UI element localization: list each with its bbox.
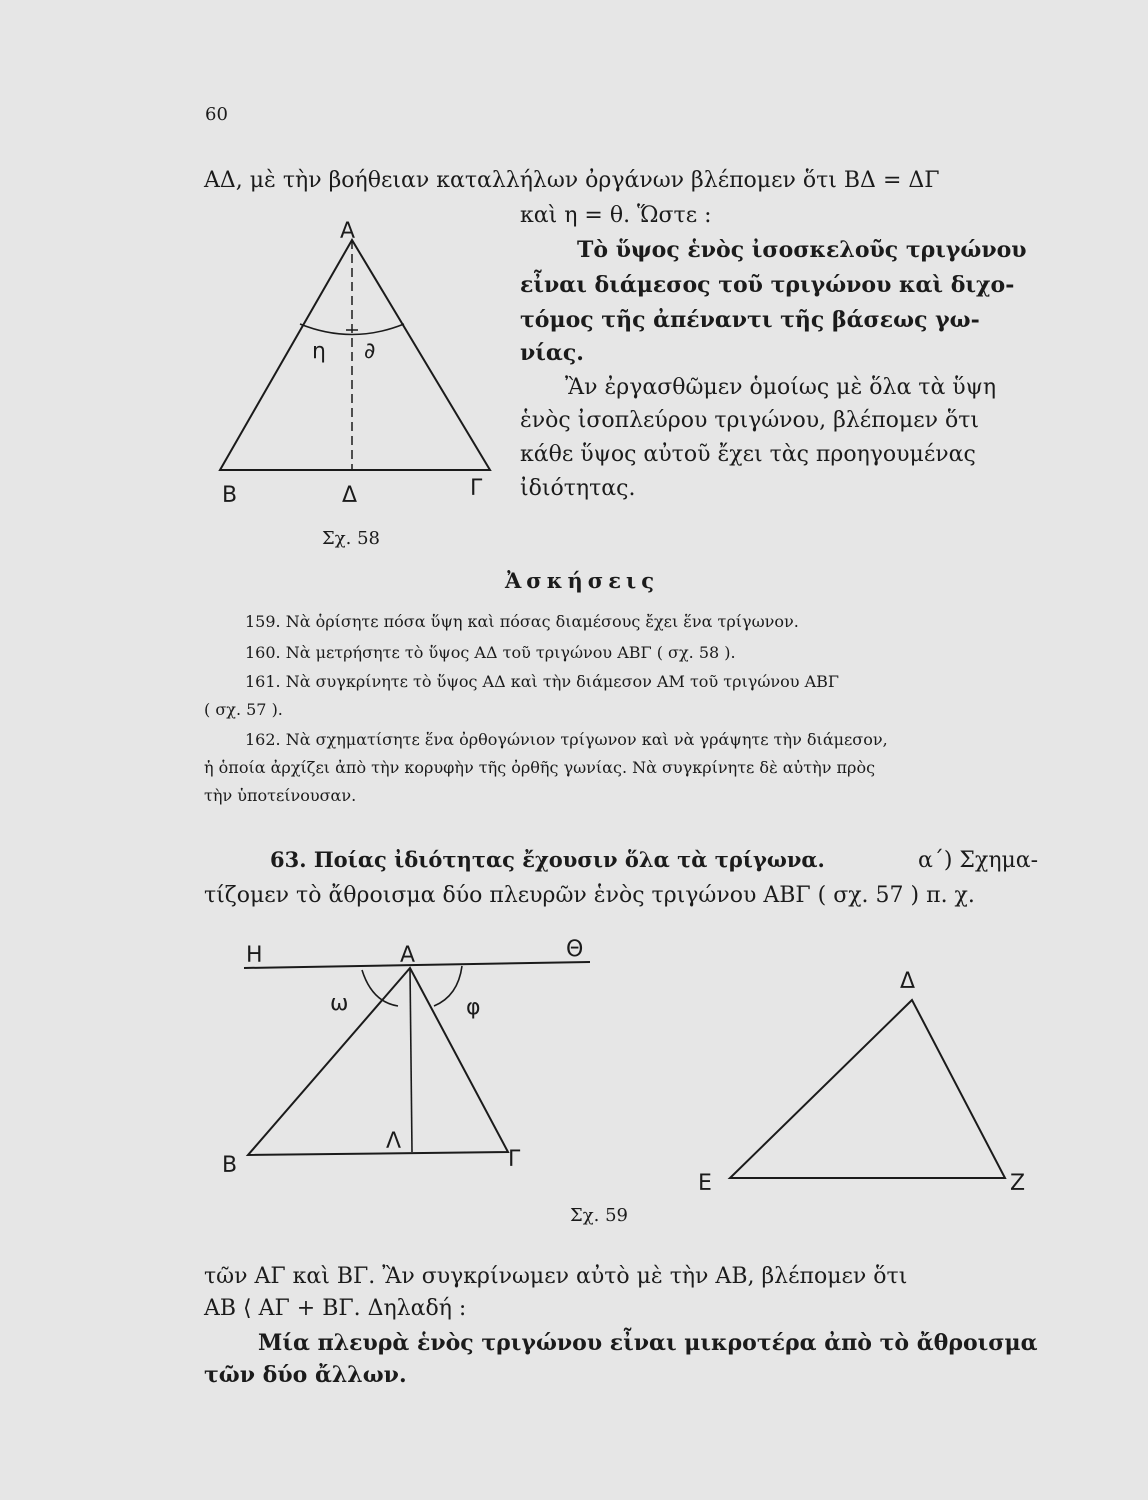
para1-line-1: Ἂν ἐργασθῶμεν ὁμοίως μὲ ὅλα τὰ ὕψη (565, 375, 997, 400)
after59-line-1: τῶν ΑΓ καὶ ΒΓ. Ἂν συγκρίνωμεν αὐτὸ μὲ τὴν ΑΒ, βλέπομεν ὅτι (204, 1264, 908, 1289)
intro-line-2: καὶ η = θ. Ὥστε : (520, 203, 712, 228)
para1-line-2: ἑνὸς ἰσοπλεύρου τριγώνου, βλέπομεν ὅτι (520, 408, 980, 433)
fig58-label-left: Β (222, 483, 238, 508)
page-number: 60 (205, 104, 228, 125)
fig58-label-top: Α (340, 219, 356, 244)
altitude-al (410, 968, 412, 1152)
theorem2-line-1: Μία πλευρὰ ἑνὸς τριγώνου εἶναι μικροτέρα ἀπὸ τὸ ἄθροισμα (258, 1330, 1038, 1356)
para1-line-4: ἰδιότητας. (520, 476, 636, 501)
section63-title: 63. Ποίας ἰδιότητας ἔχουσιν ὅλα τὰ τρίγωνα. (270, 847, 825, 872)
exercise-162: 162. Νὰ σχηματίσητε ἕνα ὀρθογώνιον τρίγωνον καὶ νὰ γράψητε τὴν διάμεσον, (245, 730, 888, 749)
section63-line2: τίζομεν τὸ ἄθροισμα δύο πλευρῶν ἑνὸς τριγώνου ΑΒΓ ( σχ. 57 ) π. χ. (204, 883, 975, 908)
fig59-label-omega: ω (330, 991, 349, 1016)
theorem1-line-3: τόμος τῆς ἀπέναντι τῆς βάσεως γω- (520, 307, 980, 333)
exercise-160: 160. Νὰ μετρήσητε τὸ ὕψος ΑΔ τοῦ τριγώνου ΑΒΓ ( σχ. 58 ). (245, 643, 736, 662)
fig59-label-delta: Δ (900, 969, 916, 994)
exercise-162-cont-1: ἡ ὁποία ἀρχίζει ἀπὸ τὴν κορυφὴν τῆς ὀρθῆς γωνίας. Νὰ συγκρίνητε δὲ αὐτὴν πρὸς (204, 758, 876, 777)
fig59-label-a: Α (400, 943, 416, 968)
triangle-dez (730, 1000, 1005, 1178)
fig59-label-b: Β (222, 1153, 238, 1178)
fig59-label-h: Η (246, 943, 263, 968)
exercise-162-cont-2: τὴν ὑποτείνουσαν. (204, 786, 357, 805)
fig59-label-theta: Θ (566, 937, 584, 962)
fig59-label-phi: φ (466, 995, 481, 1020)
fig59-label-gamma: Γ (508, 1147, 521, 1172)
theorem1-line-4: νίας. (520, 340, 584, 366)
fig59-label-e: Ε (698, 1171, 712, 1196)
theorem1-line-2: εἶναι διάμεσος τοῦ τριγώνου καὶ διχο- (520, 272, 1015, 298)
fig58-label-eta: η (312, 339, 326, 364)
exercise-161-cont: ( σχ. 57 ). (204, 700, 283, 719)
fig58-label-mid: Δ (342, 483, 358, 508)
para1-line-3: κάθε ὕψος αὐτοῦ ἔχει τὰς προηγουμένας (520, 442, 976, 467)
theorem1-line-1: Τὸ ὕψος ἑνὸς ἰσοσκελοῦς τριγώνου (577, 237, 1027, 263)
fig58-label-theta: ∂ (364, 339, 376, 364)
intro-line-1: ΑΔ, μὲ τὴν βοήθειαν καταλλήλων ὀργάνων βλέπομεν ὅτι ΒΔ = ΔΓ (204, 168, 940, 193)
theorem2-line-2: τῶν δύο ἄλλων. (204, 1362, 407, 1388)
parallel-line-ht (244, 962, 590, 968)
fig59-label-z: Ζ (1010, 1171, 1026, 1196)
exercise-161: 161. Νὰ συγκρίνητε τὸ ὕψος ΑΔ καὶ τὴν διάμεσον ΑΜ τοῦ τριγώνου ΑΒΓ (245, 672, 839, 691)
fig58-label-right: Γ (470, 476, 483, 501)
after59-line-2: ΑΒ ⟨ ΑΓ + ΒΓ. Δηλαδή : (204, 1296, 467, 1321)
fig58-caption: Σχ. 58 (322, 528, 380, 549)
section63-line1-rest: α΄) Σχημα- (918, 848, 1039, 873)
exercises-heading: Ἀσκήσεις (505, 568, 659, 593)
fig59-label-lambda: Λ (386, 1129, 402, 1154)
angle-phi-arc (434, 966, 462, 1006)
fig59-caption: Σχ. 59 (570, 1205, 628, 1226)
exercise-159: 159. Νὰ ὁρίσητε πόσα ὕψη καὶ πόσας διαμέσους ἔχει ἕνα τρίγωνον. (245, 612, 799, 631)
